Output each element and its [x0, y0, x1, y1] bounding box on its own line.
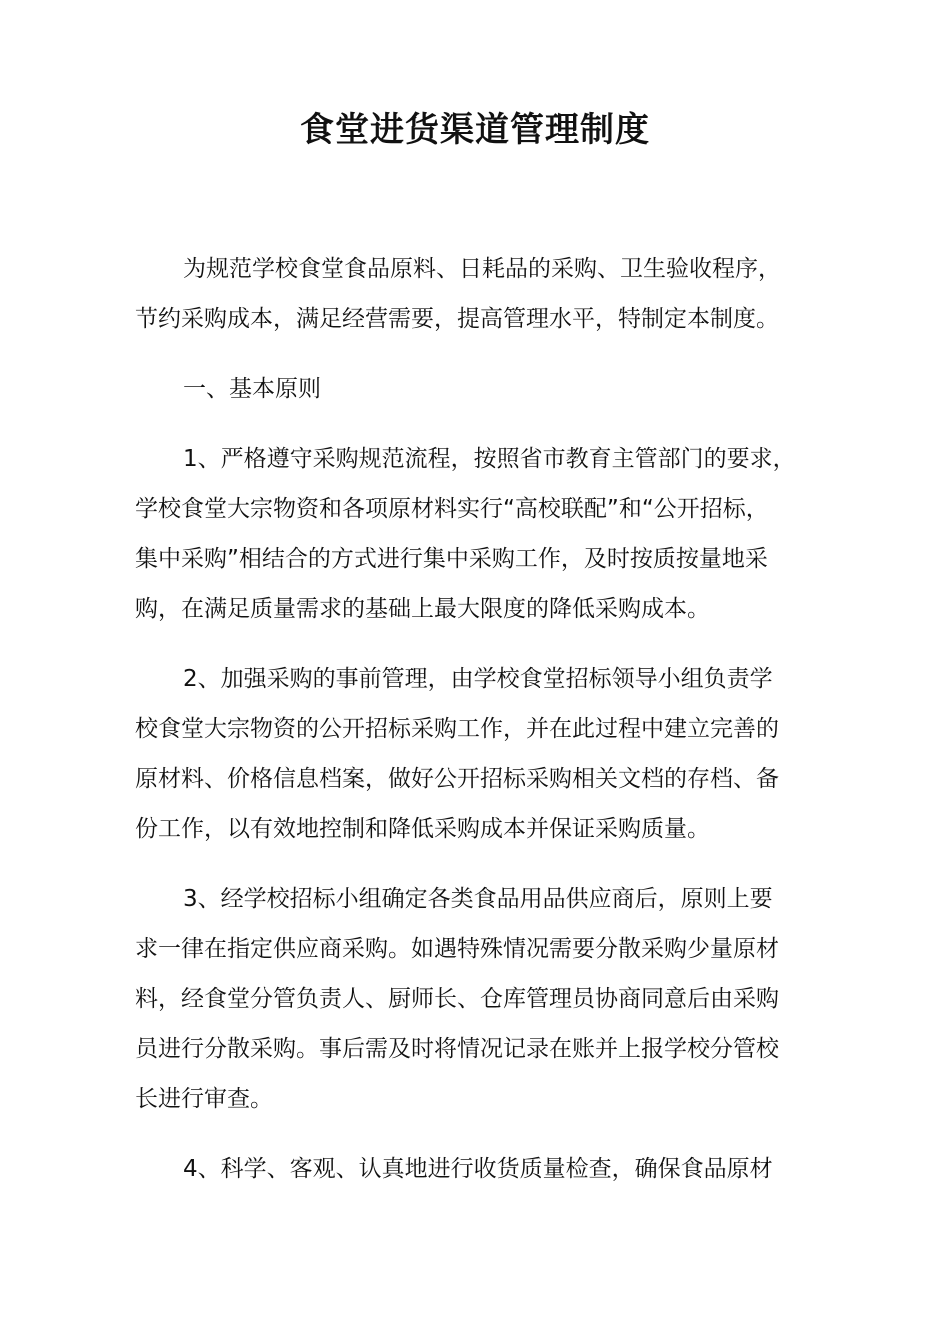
text-line: 份工作，以有效地控制和降低采购成本并保证采购质量。 — [135, 816, 710, 842]
text-line: 购，在满足质量需求的基础上最大限度的降低采购成本。 — [135, 596, 710, 622]
paragraph-item-3 — [135, 874, 825, 1124]
paragraph-item-2 — [135, 654, 825, 854]
text-line: 长进行审查。 — [135, 1086, 273, 1112]
paragraph-item-4 — [135, 1144, 825, 1194]
text-line: 2、加强采购的事前管理，由学校食堂招标领导小组负责学 — [183, 666, 773, 692]
text-line: 集中采购”相结合的方式进行集中采购工作，及时按质按量地采 — [135, 546, 768, 572]
text-line: 3、经学校招标小组确定各类食品用品供应商后，原则上要 — [183, 886, 773, 912]
document-title: 食堂进货渠道管理制度 — [300, 110, 650, 150]
text-line: 原材料、价格信息档案，做好公开招标采购相关文档的存档、备 — [135, 766, 779, 792]
section-heading-basic-principles — [135, 364, 825, 414]
text-line: 4、科学、客观、认真地进行收货质量检查，确保食品原材 — [183, 1156, 773, 1182]
text-line: 为规范学校食堂食品原料、日耗品的采购、卫生验收程序， — [183, 256, 781, 282]
text-line: 1、严格遵守采购规范流程，按照省市教育主管部门的要求， — [183, 446, 796, 472]
document-body — [135, 244, 825, 1214]
paragraph-item-1 — [135, 434, 825, 634]
text-line: 节约采购成本，满足经营需要，提高管理水平，特制定本制度。 — [135, 306, 779, 332]
text-line: 学校食堂大宗物资和各项原材料实行“高校联配”和“公开招标， — [135, 496, 769, 522]
text-line: 料，经食堂分管负责人、厨师长、仓库管理员协商同意后由采购 — [135, 986, 779, 1012]
paragraph-intro — [135, 244, 825, 344]
text-line: 员进行分散采购。事后需及时将情况记录在账并上报学校分管校 — [135, 1036, 779, 1062]
text-line: 求一律在指定供应商采购。如遇特殊情况需要分散采购少量原材 — [135, 936, 779, 962]
text-line: 校食堂大宗物资的公开招标采购工作，并在此过程中建立完善的 — [135, 716, 779, 742]
text-line: 一、基本原则 — [183, 376, 321, 402]
